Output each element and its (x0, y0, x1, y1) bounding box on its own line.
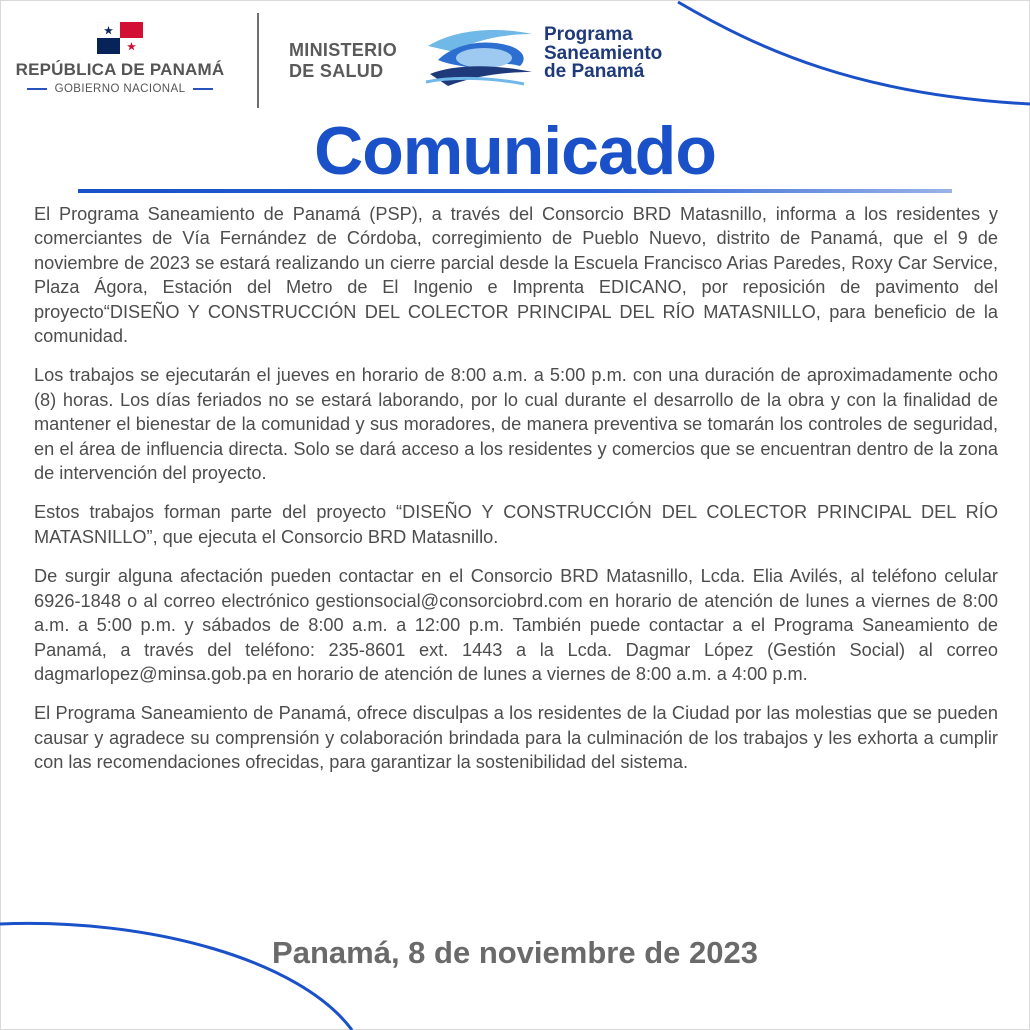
republic-name: REPÚBLICA DE PANAMÁ (15, 60, 225, 79)
ministry-logo-text (289, 40, 397, 82)
government-text: GOBIERNO NACIONAL (54, 83, 186, 95)
dash-right (193, 88, 213, 90)
program-logo-text (544, 26, 662, 82)
program-line-3: de Panamá (544, 61, 645, 82)
dash-left (27, 88, 47, 90)
panama-flag-icon (97, 22, 143, 54)
header-divider (257, 13, 259, 108)
ministry-line-1: MINISTERIO (289, 40, 398, 60)
communique-body (34, 202, 998, 790)
republic-logo-block (8, 22, 232, 95)
program-line-1: Programa (544, 24, 633, 45)
government-label (8, 83, 232, 95)
dolphin-logo-icon (424, 26, 536, 88)
body-paragraph-5: El Programa Saneamiento de Panamá, ofrece disculpas a los residentes de la Ciudad por las molestias que se pueden causar y agradece su comprensión y colaboración brindada para la culminación de los trabajos y les exhorta a cumplir con las recomendaciones ofrecidas, para garantizar la sostenibilidad del sistema. (34, 703, 998, 773)
program-line-2: Saneamiento (544, 42, 663, 64)
ministry-line-2: DE SALUD (289, 61, 384, 81)
title-underline (78, 189, 952, 193)
footer-date: Panamá, 8 de noviembre de 2023 (272, 935, 758, 970)
body-paragraph-3: Estos trabajos forman parte del proyecto “DISEÑO Y CONSTRUCCIÓN DEL COLECTOR PRINCIPAL DEL RÍO MATASNILLO”, que ejecuta el Consorcio BRD Matasnillo. (34, 502, 998, 547)
body-paragraph-2: Los trabajos se ejecutarán el jueves en horario de 8:00 a.m. a 5:00 p.m. con una duración de aproximadamente ocho (8) horas. Los días feriados no se estará laborando, por lo cual durante el desarrollo de la obra y con la finalidad de mantener el bienestar de la comunidad y sus moradores, de manera preventiva se tomarán los controles de seguridad, en el área de influencia directa. Solo se dará acceso a los residentes y comercios que se encuentran dentro de la zona de intervención del proyecto. (34, 365, 998, 484)
body-paragraph-4: De surgir alguna afectación pueden contactar en el Consorcio BRD Matasnillo, Lcda. Elia Avilés, al teléfono celular 6926-1848 o al correo electrónico gestionsocial@consorciobrd.com en horario de atención de lunes a viernes de 8:00 a.m. a 5:00 p.m. y sábados de 8:00 a.m. a 12:00 p.m. También puede contactar a el Programa Saneamiento de Panamá, a través del teléfono: 235-8601 ext. 1443 a la Lcda. Dagmar López (Gestión Social) al correo dagmarlopez@minsa.gob.pa en horario de atención de lunes a viernes de 8:00 a.m. a 4:00 p.m. (34, 566, 998, 684)
body-paragraph-1: El Programa Saneamiento de Panamá (PSP), a través del Consorcio BRD Matasnillo, informa a los residentes y comerciantes de Vía Fernández de Córdoba, corregimiento de Pueblo Nuevo, distrito de Panamá, que el 9 de noviembre de 2023 se estará realizando un cierre parcial desde la Escuela Francisco Arias Paredes, Roxy Car Service, Plaza Ágora, Estación del Metro de El Ingenio e Imprenta EDICANO, por reposición de pavimento del proyecto“DISEÑO Y CONSTRUCCIÓN DEL COLECTOR PRINCIPAL DEL RÍO MATASNILLO, para beneficio de la comunidad. (34, 204, 998, 347)
page-title: Comunicado (314, 113, 716, 189)
